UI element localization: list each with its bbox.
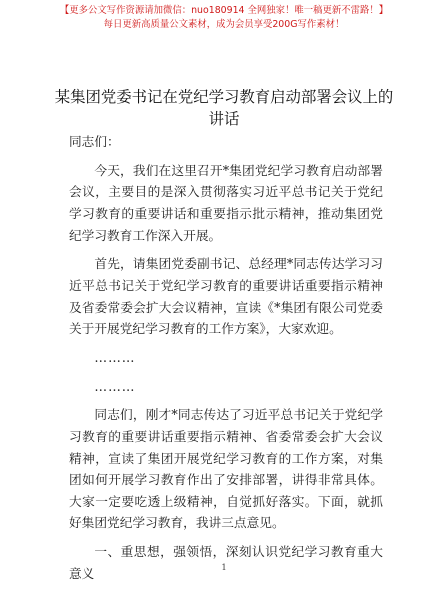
salutation: 同志们： — [69, 134, 120, 149]
document-body — [69, 131, 383, 592]
document-title: 某集团党委书记在党纪学习教育启动部署会议上的讲话 — [54, 88, 394, 128]
paragraph-3: 同志们，刚才*同志传达了习近平总书记关于党纪学习教育的重要讲话重要指示精神、省委常委会扩大会议精神，宣读了集团开展党纪学习教育的工作方案，对集团如何开展学习教育作出了安排部署，讲得非常具体。大家一定要吃透上级精神，自觉抓好落实。下面，就抓好集团党纪学习教育，我讲三点意见。 — [69, 407, 383, 531]
promo-banner-line1: 【更多公文写作资源请加微信：nuo180914 全网独家！唯一稿更新不雷路！】 — [59, 5, 389, 16]
paragraph-2: 首先，请集团党委副书记、总经理*同志传达学习习近平总书记关于党纪学习教育的重要讲话重要指示精神及省委常委会扩大会议精神，宣读《*集团有限公司党委关于开展党纪学习教育的工作方案》，大家欢迎。 — [69, 256, 383, 337]
ellipsis-2: ……… — [94, 378, 136, 394]
section-heading: 一、重思想，强领悟，深刻认识党纪学习教育重大意义 — [69, 544, 383, 581]
promo-banner-line2: 每日更新高质量公文素材，成为会员享受200G写作素材！ — [103, 19, 345, 30]
promo-banner — [0, 4, 448, 31]
paragraph-1: 今天，我们在这里召开*集团党纪学习教育启动部署会议，主要目的是深入贯彻落实习近平总书记关于党纪学习教育的重要讲话和重要指示批示精神，推动集团党纪学习教育工作深入开展。 — [69, 162, 383, 243]
ellipsis-1: ……… — [94, 349, 136, 365]
page-number: 1 — [221, 563, 227, 572]
